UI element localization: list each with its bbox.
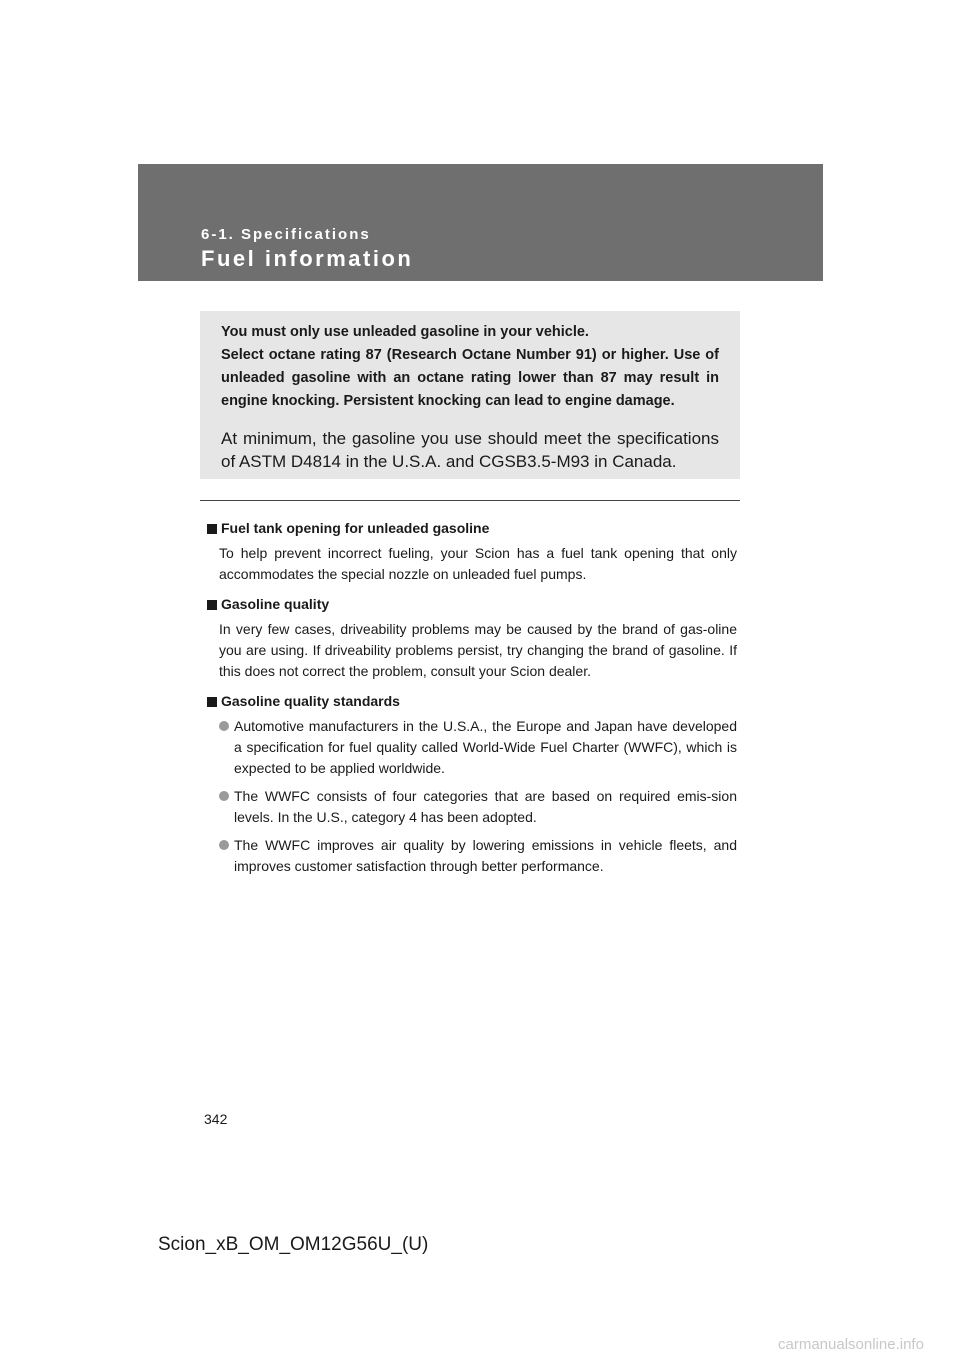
sub-heading-text: Gasoline quality [221,596,330,612]
list-item [219,786,737,828]
content-body [207,518,737,884]
paragraph-gasoline-quality: In very few cases, driveability problems may be caused by the brand of gas-oline you are using. If driveability problems persist, try changing the brand of gasoline. If this does not correct the problem, consult your Scion dealer. [219,621,737,679]
notice-specifications: At minimum, the gasoline you use should meet the specifications of ASTM D4814 in the U.S.A. and CGSB3.5-M93 in Canada. [221,429,719,471]
list-item [219,835,737,877]
square-bullet-icon [207,524,217,534]
notice-box [200,311,740,479]
notice-line-octane: Select octane rating 87 (Research Octane Number 91) or higher. Use of unleaded gasoline with an octane rating lower than 87 may result in engine knocking. Persistent knocking can lead to engine damage. [221,347,719,409]
sub-heading-quality-standards [207,691,737,712]
circle-bullet-icon [219,840,229,850]
circle-bullet-icon [219,721,229,731]
list-item [219,716,737,779]
page-number: 342 [204,1111,228,1127]
sub-heading-gasoline-quality [207,594,737,615]
notice-line-unleaded: You must only use unleaded gasoline in your vehicle. [221,324,589,340]
document-code: Scion_xB_OM_OM12G56U_(U) [158,1234,429,1255]
list-item-text: The WWFC improves air quality by lowering emissions in vehicle fleets, and improves customer satisfaction through better performance. [234,837,737,874]
square-bullet-icon [207,600,217,610]
section-label: 6-1. Specifications [201,226,371,243]
square-bullet-icon [207,697,217,707]
paragraph-fuel-tank: To help prevent incorrect fueling, your Scion has a fuel tank opening that only accommodates the special nozzle on unleaded fuel pumps. [219,545,737,582]
sub-heading-fuel-tank [207,518,737,539]
watermark: carmanualsonline.info [778,1336,924,1353]
sub-heading-text: Fuel tank opening for unleaded gasoline [221,520,490,536]
section-divider [200,500,740,501]
circle-bullet-icon [219,791,229,801]
page-title: Fuel information [201,246,414,271]
list-item-text: The WWFC consists of four categories that are based on required emis-sion levels. In the U.S., category 4 has been adopted. [234,788,737,825]
list-item-text: Automotive manufacturers in the U.S.A., the Europe and Japan have developed a specification for fuel quality called World-Wide Fuel Charter (WWFC), which is expected to be applied worldwide. [234,718,737,776]
chapter-header-band [138,164,823,281]
sub-heading-text: Gasoline quality standards [221,693,400,709]
